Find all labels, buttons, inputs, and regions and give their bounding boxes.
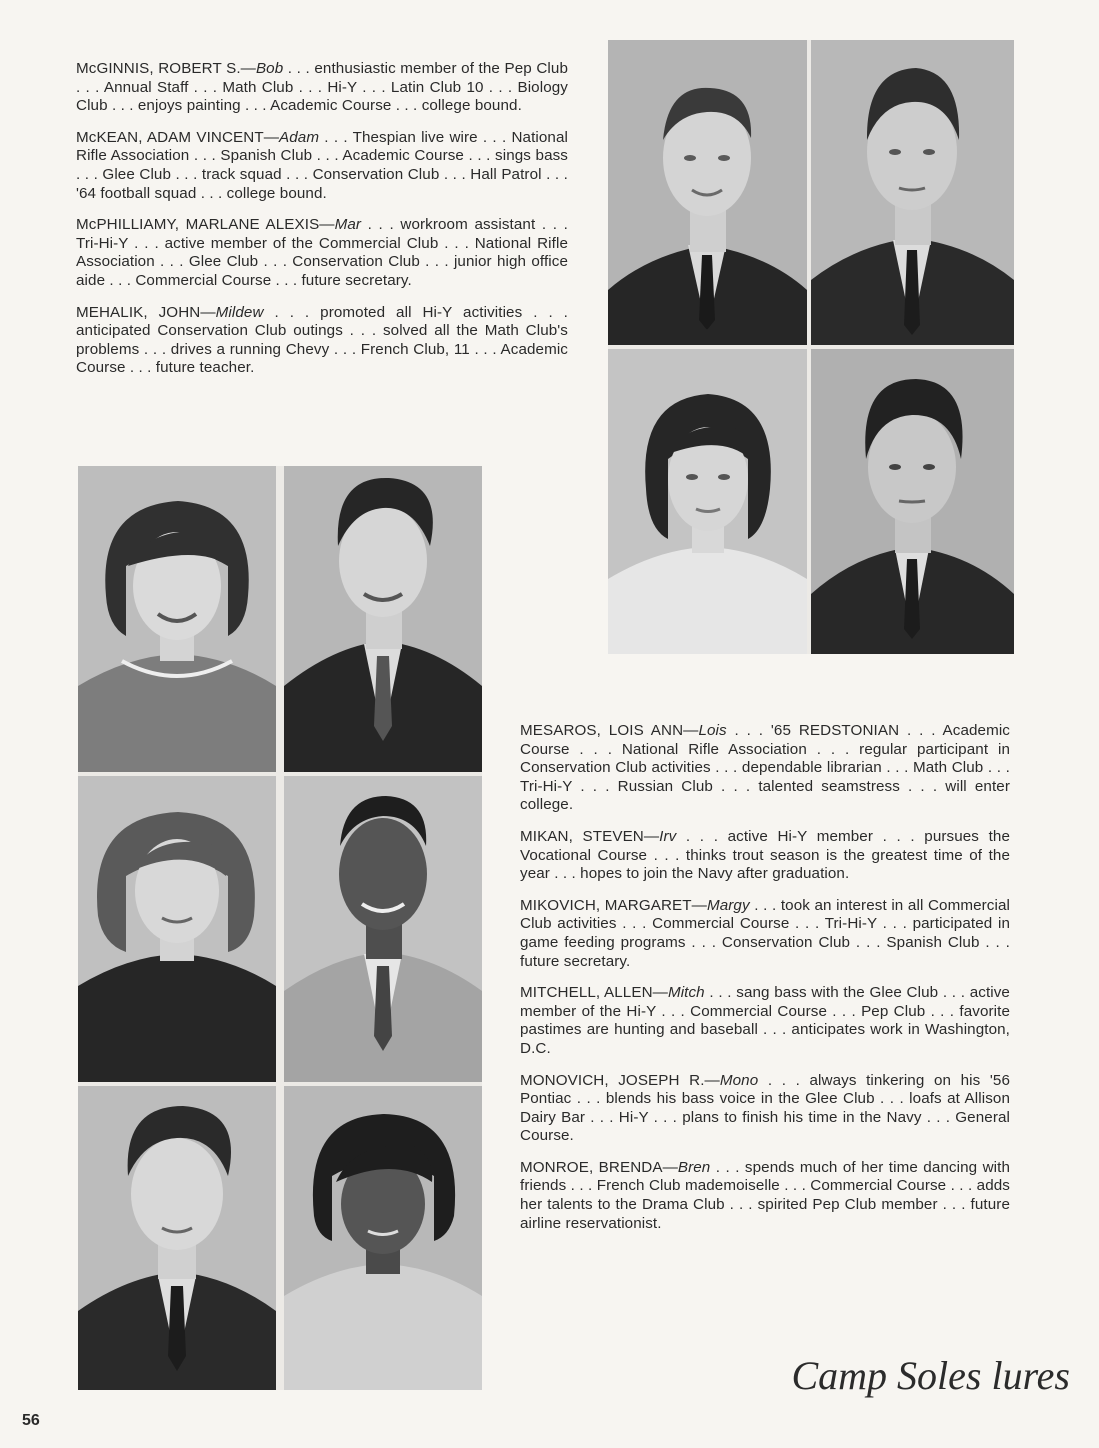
portrait-photo <box>78 1086 276 1390</box>
bios-bottom-column <box>520 722 1010 1246</box>
bio-nickname: Bren <box>677 1158 711 1176</box>
bio-text: . . . '65 REDSTONIAN . . . Academic Course . . . National Rifle Association . . . regular participant in Conservation Club activities . . . dependable librarian . . . Math Club . . . Tri-Hi-Y . . . Russian Club . . . talented seamstress . . . will enter college. <box>520 722 1011 814</box>
bio-nickname: Mildew <box>215 303 264 321</box>
bio-nickname: Adam <box>279 128 320 146</box>
portrait-photo <box>284 466 482 772</box>
bio-entry <box>76 60 568 116</box>
bio-name: MESAROS, LOIS ANN— <box>520 722 699 739</box>
page-caption: Camp Soles lures <box>791 1353 1070 1398</box>
portrait-photo <box>284 1086 482 1390</box>
bio-entry <box>76 216 568 290</box>
bio-name: McPHILLIAMY, MARLANE ALEXIS— <box>76 216 335 234</box>
bio-entry <box>520 1159 1010 1233</box>
bio-text: . . . Thespian live wire . . . National Rifle Association . . . Spanish Club . . . Academic Course . . . sings bass . . . Glee Club . . . track squad . . . Conservation Club . . . Hall Patrol . . . '64 football squad . . . college bound. <box>76 128 568 202</box>
page-number: 56 <box>22 1412 40 1429</box>
bio-name: MONOVICH, JOSEPH R.— <box>520 1071 720 1089</box>
bio-nickname: Mar <box>334 216 362 234</box>
portrait-photo <box>608 349 807 654</box>
bio-entry <box>520 984 1010 1058</box>
portrait-photo <box>78 776 276 1082</box>
bio-name: MIKOVICH, MARGARET— <box>520 896 707 914</box>
bio-name: MEHALIK, JOHN— <box>76 303 216 321</box>
bio-nickname: Margy <box>706 896 750 914</box>
portrait-photo <box>608 40 807 345</box>
bio-text: . . . enthusiastic member of the Pep Club . . . Annual Staff . . . Math Club . . . Hi-Y . . . Latin Club 10 . . . Biology Club . . . enjoys painting . . . Academic Course . . . college bound. <box>76 60 568 115</box>
bio-text: . . . active Hi-Y member . . . pursues the Vocational Course . . . thinks trout season is the greatest time of the year . . . hopes to join the Navy after graduation. <box>520 827 1010 883</box>
bio-name: MIKAN, STEVEN— <box>520 827 660 845</box>
bio-entry <box>520 722 1010 815</box>
photo-grid-right <box>608 40 1014 654</box>
bio-text: . . . sang bass with the Glee Club . . . active member of the Hi-Y . . . Commercial Course . . . Pep Club . . . favorite pastimes are hunting and baseball . . . anticipates work in Washington, D.C. <box>520 984 1010 1057</box>
bio-text: . . . workroom assistant . . . Tri-Hi-Y . . . active member of the Commercial Club . . . National Rifle Association . . . Glee Club . . . Conservation Club . . . junior high office aide . . . Commercial Course . . . future secretary. <box>76 216 569 289</box>
bio-nickname: Bob <box>255 60 284 77</box>
bio-name: McGINNIS, ROBERT S.— <box>76 60 256 77</box>
bio-nickname: Lois <box>698 722 727 739</box>
bio-entry <box>520 828 1010 884</box>
portrait-photo <box>811 349 1014 654</box>
bio-name: MONROE, BRENDA— <box>520 1158 678 1176</box>
bio-nickname: Mitch <box>667 984 705 1002</box>
bio-name: MITCHELL, ALLEN— <box>520 984 668 1002</box>
bio-entry <box>76 304 568 378</box>
bio-entry <box>520 1072 1010 1146</box>
bio-entry <box>520 897 1010 971</box>
bio-text: . . . took an interest in all Commercial Club activities . . . Commercial Course . . . Tri-Hi-Y . . . participated in game feeding programs . . . Conservation Club . . . Spanish Club . . . future secretary. <box>520 896 1010 970</box>
bio-name: McKEAN, ADAM VINCENT— <box>76 128 280 146</box>
portrait-photo <box>284 776 482 1082</box>
bio-entry <box>76 129 568 203</box>
photo-grid-left <box>78 466 482 1390</box>
portrait-photo <box>78 466 276 772</box>
bio-nickname: Mono <box>719 1071 759 1089</box>
bio-text: . . . always tinkering on his '56 Pontiac . . . blends his bass voice in the Glee Club . . . loafs at Allison Dairy Bar . . . Hi-Y . . . plans to finish his time in the Navy . . . General Course. <box>520 1071 1010 1145</box>
portrait-photo <box>811 40 1014 345</box>
bio-text: . . . promoted all Hi-Y activities . . . anticipated Conservation Club outings . . . solved all the Math Club's problems . . . drives a running Chevy . . . French Club, 11 . . . Academic Course . . . future teacher. <box>76 303 568 377</box>
bio-text: . . . spends much of her time dancing with friends . . . French Club mademoiselle . . . Commercial Course . . . adds her talents to the Drama Club . . . spirited Pep Club member . . . future airline reservationist. <box>520 1158 1010 1232</box>
bio-nickname: Irv <box>659 827 677 845</box>
bios-top-column <box>76 60 568 391</box>
